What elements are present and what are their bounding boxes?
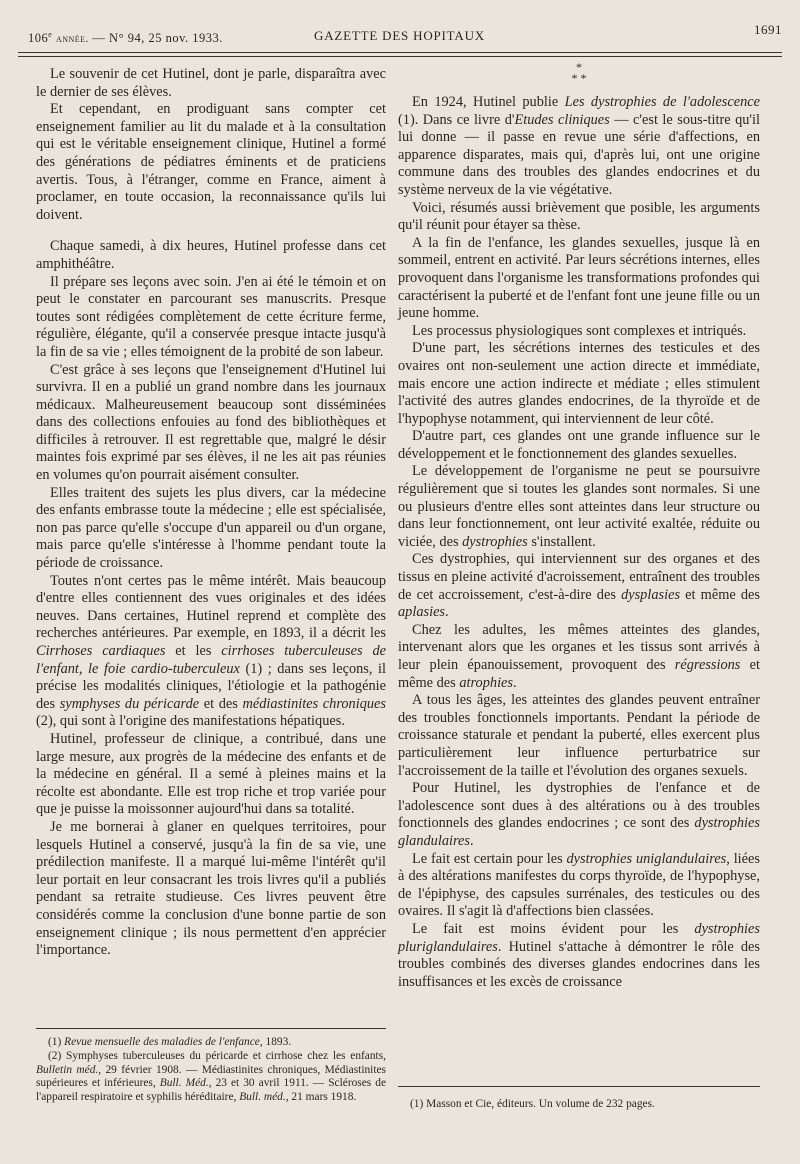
text-run: Toutes n'ont certes pas le même intérêt. Mais beaucoup d'entre elles contiennent des vues originales et des idées neuves. Dans certaines, Hutinel reprend et complète des recherches antérieures. Par exemple, en 1893, il a décrit les (36, 572, 386, 642)
paragraph: Il prépare ses leçons avec soin. J'en ai été le témoin et on peut le constater en parcourant ses manuscrits. Presque toutes sont rédigées complètement de cette écriture ferme, régulière, élégante, qu'il a conservée presque intacte jusqu'à la fin de sa vie ; elles témoignent de la probité de son labeur. (36, 273, 386, 360)
paragraph: Chez les adultes, les mêmes atteintes des glandes, intervenant alors que les organes et les tissus sont arrivés à leur plein épanouissement, provoquent des régressions et même des atrophies. (398, 621, 760, 691)
year-number: 106 (28, 31, 49, 46)
paragraph: Chaque samedi, à dix heures, Hutinel professe dans cet amphithéâtre. (36, 238, 386, 272)
text-run: et des (199, 695, 243, 712)
year-superscript: e (48, 30, 53, 39)
paragraph: Elles traitent des sujets les plus divers, car la médecine des enfants embrasse toute la médecine ; elle est spécialisée, non pas parce qu'elle s'occupe d'un appareil ou d'un organe, mais parce qu'elle s'intéresse à l'homme pendant toute la période de croissance. (36, 484, 386, 572)
paragraph: Et cependant, en prodiguant sans compter cet enseignement familier au lit du malade et à la consultation qui est le véritable enseignement clinique, Hutinel a formé des générations de pédiatres éminents et de praticiens avertis. Tous, à l'étranger, comme en France, aiment à proclamer, en toute occasion, la reconnaissance qu'ils lui doivent. (36, 101, 386, 223)
paragraph: Le développement de l'organisme ne peut se poursuivre régulièrement que si toutes les glandes sont normales. Si une ou plusieurs d'entre elles sont atteintes dans leur structure ou dans leur fonctionnement, ont leur activité exaltée, réduite ou viciée, des dystrophies s'installent. (398, 463, 760, 550)
page-number: 1691 (754, 22, 782, 37)
italic-run: médiastinites chroniques (242, 695, 386, 712)
paragraph: Hutinel, professeur de clinique, a contribué, dans une large mesure, aux progrès de la médecine des enfants et de la médecine en général. Il a semé à pleines mains et la récolte est abondante. Elle est trop riche et trop variée pour que je puisse la moissonner aujourd'hui dans sa totalité. (36, 730, 386, 818)
paragraph: A la fin de l'enfance, les glandes sexuelles, jusque là en sommeil, entrent en activité. Par leurs sécrétions internes, elles provoquent dans l'organisme les transformations profondes qui caractérisent la puberté et de l'enfant font une jeune fille ou un jeune homme. (398, 234, 760, 322)
footnote-1: (1) Revue mensuelle des maladies de l'enfance, 1893. (48, 1036, 292, 1048)
journal-title: GAZETTE DES HOPITAUX (314, 28, 485, 43)
footnote-1: (1) Masson et Cie, éditeurs. Un volume de 232 pages. (410, 1098, 655, 1110)
paragraph: Voici, résumés aussi brièvement que posible, les arguments qu'il réunit pour étayer sa thèse. (398, 199, 760, 234)
right-footnotes (398, 1098, 760, 1112)
paragraph (36, 573, 386, 731)
paragraph: Je me bornerai à glaner en quelques territoires, pour lesquels Hutinel a conservé, jusqu'à la fin de sa vie, une prédilection manifeste. Il a marqué lui-même l'intérêt qu'il leur portait en leur consacrant les trois livres qu'il a publiés pendant sa retraite studieuse. Ces livres peuvent être considérés comme la conclusion d'une bonne partie de son enseignement clinique ; ils nous permettent d'en apprécier l'importance. (36, 818, 386, 959)
paragraph: A tous les âges, les atteintes des glandes peuvent entraîner des troubles fonctionnels importants. Pendant la période de croissance staturale et pendant la puberté, elles exercent plus particulièrement leur influence perturbatrice sur l'accroissement de la taille et l'évolution des organes sexuels. (398, 692, 760, 779)
issue-date: — N° 94, 25 nov. 1933. (92, 31, 223, 46)
header-rule-bottom (18, 56, 782, 57)
issue-info (28, 30, 223, 46)
paragraph: D'une part, les sécrétions internes des testicules et des ovaires ont non-seulement une action directe et immédiate, mais encore une action indirecte et médiate ; elles stimulent l'activité des autres glandes endocrines, de la thyroïde et de l'hypophyse notamment, qui interviennent de leur côté. (398, 340, 760, 427)
italic-run: cirrhoses tuberculeuses de l'enfant, le foie cardio-tuberculeux (36, 643, 386, 677)
header-rule-top (18, 52, 782, 53)
paragraph: Ces dystrophies, qui interviennent sur des organes et des tissus en pleine activité d'acroissement, entraînent des troubles de cet accroissement, c'est-à-dire des dysplasies et même des aplasies. (398, 551, 760, 621)
italic-run: Cirrhoses cardiaques (36, 643, 166, 659)
paragraph: Le fait est moins évident pour les dystrophies pluriglandulaires. Hutinel s'attache à démontrer le rôle des troubles combinés des diverses glandes endocrines dans les insuffisances et les excès de croissance (398, 920, 760, 990)
paragraph: Pour Hutinel, les dystrophies de l'enfance et de l'adolescence sont dues à des altérations ou à des troubles fonctionnels des glandes endocrines ; ce sont des dystrophies glandulaires. (398, 780, 760, 849)
text-run: (1) ; dans ses leçons, il précise les modalités cliniques, l'étiologie et la pathogénie des (36, 660, 386, 712)
paragraph: Les processus physiologiques sont complexes et intriqués. (412, 322, 747, 339)
paragraph: C'est grâce à ses leçons que l'enseignement d'Hutinel lui survivra. Il en a publié un grand nombre dans les journaux médicaux. Malheureusement beaucoup sont disséminées dans des collections enfouies au fond des bibliothèques et difficiles à retrouver. Il est regrettable que, malgré le désir maintes fois exprimé par ses élèves, il ne les ait pas réunies en volumes qu'on pourrait aisément consulter. (36, 361, 386, 484)
footnote-rule (36, 1028, 386, 1029)
footnote-2: (2) Symphyses tuberculeuses du péricarde et cirrhose chez les enfants, Bulletin méd., 29 février 1908. — Médiastinites chroniques, Médiastinites supérieures et inférieures, Bull. Méd., 23 et 30 avril 1911. — Scléroses de l'appareil respiratoire et syphilis héréditaire, Bull. méd., 21 mars 1918. (36, 1049, 387, 1104)
section-asterism: * * * (571, 60, 587, 85)
right-column (398, 62, 760, 991)
page-header (18, 22, 782, 46)
left-footnotes (36, 1036, 386, 1105)
footnote-rule (398, 1086, 760, 1087)
paragraph: D'autre part, ces glandes ont une grande influence sur le développement et le fonctionnement des glandes sexuelles. (398, 428, 760, 462)
italic-run: symphyses du péricarde (59, 695, 200, 712)
paragraph: Le souvenir de cet Hutinel, dont je parle, disparaîtra avec le dernier de ses élèves. (36, 66, 386, 100)
paragraph: Le fait est certain pour les dystrophies uniglandulaires, liées à des altérations manifestes du corps thyroïde, de l'hypophyse, de l'épiphyse, des capsules surrénales, des testicules ou des ovaires. Il s'agit là d'affections bien classées. (398, 850, 760, 920)
year-word: année. (55, 33, 89, 46)
text-run: (2), qui sont à l'origine des manifestations hépatiques. (36, 713, 345, 730)
left-column (36, 66, 386, 960)
text-run: et les (165, 643, 222, 659)
paragraph: En 1924, Hutinel publie Les dystrophies de l'adolescence (1). Dans ce livre d'Etudes cliniques — c'est le sous-titre qu'il lui donne — il passe en revue une série d'affections, en apparence disparates, mais qui, d'après lui, ont une origine commune dans des troubles des glandes endocrines et du système nerveux de la vie végétative. (398, 94, 760, 198)
